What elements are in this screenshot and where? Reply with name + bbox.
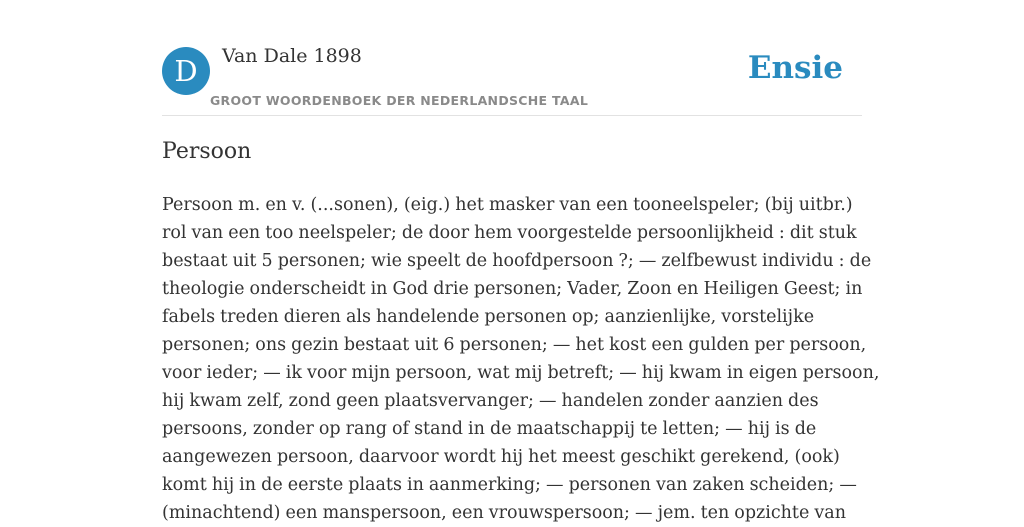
brand-logo[interactable]: Ensie — [747, 50, 843, 86]
entry-definition — [162, 191, 880, 527]
definition-line: aangewezen persoon, daarvoor wordt hij het meest geschikt gerekend, (ook) — [162, 447, 840, 467]
definition-line: fabels treden dieren als handelende personen op; aanzienlijke, vorstelijke — [162, 307, 815, 327]
definition-line: komt hij in de eerste plaats in aanmerking; — personen van zaken scheiden; — — [162, 475, 857, 495]
definition-line: Persoon m. en v. (...sonen), (eig.) het masker van een tooneelspeler; (bij uitbr.) — [162, 195, 853, 215]
site-header — [162, 0, 862, 116]
definition-line: hij kwam zelf, zond geen plaatsvervanger; — handelen zonder aanzien des — [162, 391, 819, 411]
definition-line: voor ieder; — ik voor mijn persoon, wat mij betreft; — hij kwam in eigen persoon, — [162, 363, 880, 383]
entry-title: Persoon — [162, 139, 252, 164]
definition-line: persoons, zonder op rang of stand in de maatschappij te letten; — hij is de — [162, 419, 817, 439]
dictionary-subtitle: GROOT WOORDENBOEK DER NEDERLANDSCHE TAAL — [210, 93, 589, 108]
definition-line: bestaat uit 5 personen; wie speelt de hoofdpersoon ?; — zelfbewust individu : de — [162, 251, 872, 271]
definition-line: theologie onderscheidt in God drie personen; Vader, Zoon en Heiligen Geest; in — [162, 279, 863, 299]
dictionary-title[interactable]: Van Dale 1898 — [222, 45, 362, 67]
dictionary-logo-icon[interactable]: D — [162, 47, 210, 95]
definition-line: (minachtend) een manspersoon, een vrouwspersoon; — jem. ten opzichte van — [162, 503, 846, 523]
definition-line: rol van een too neelspeler; de door hem voorgestelde persoonlijkheid : dit stuk — [162, 223, 857, 243]
definition-line: personen; ons gezin bestaat uit 6 personen; — het kost een gulden per persoon, — [162, 335, 867, 355]
